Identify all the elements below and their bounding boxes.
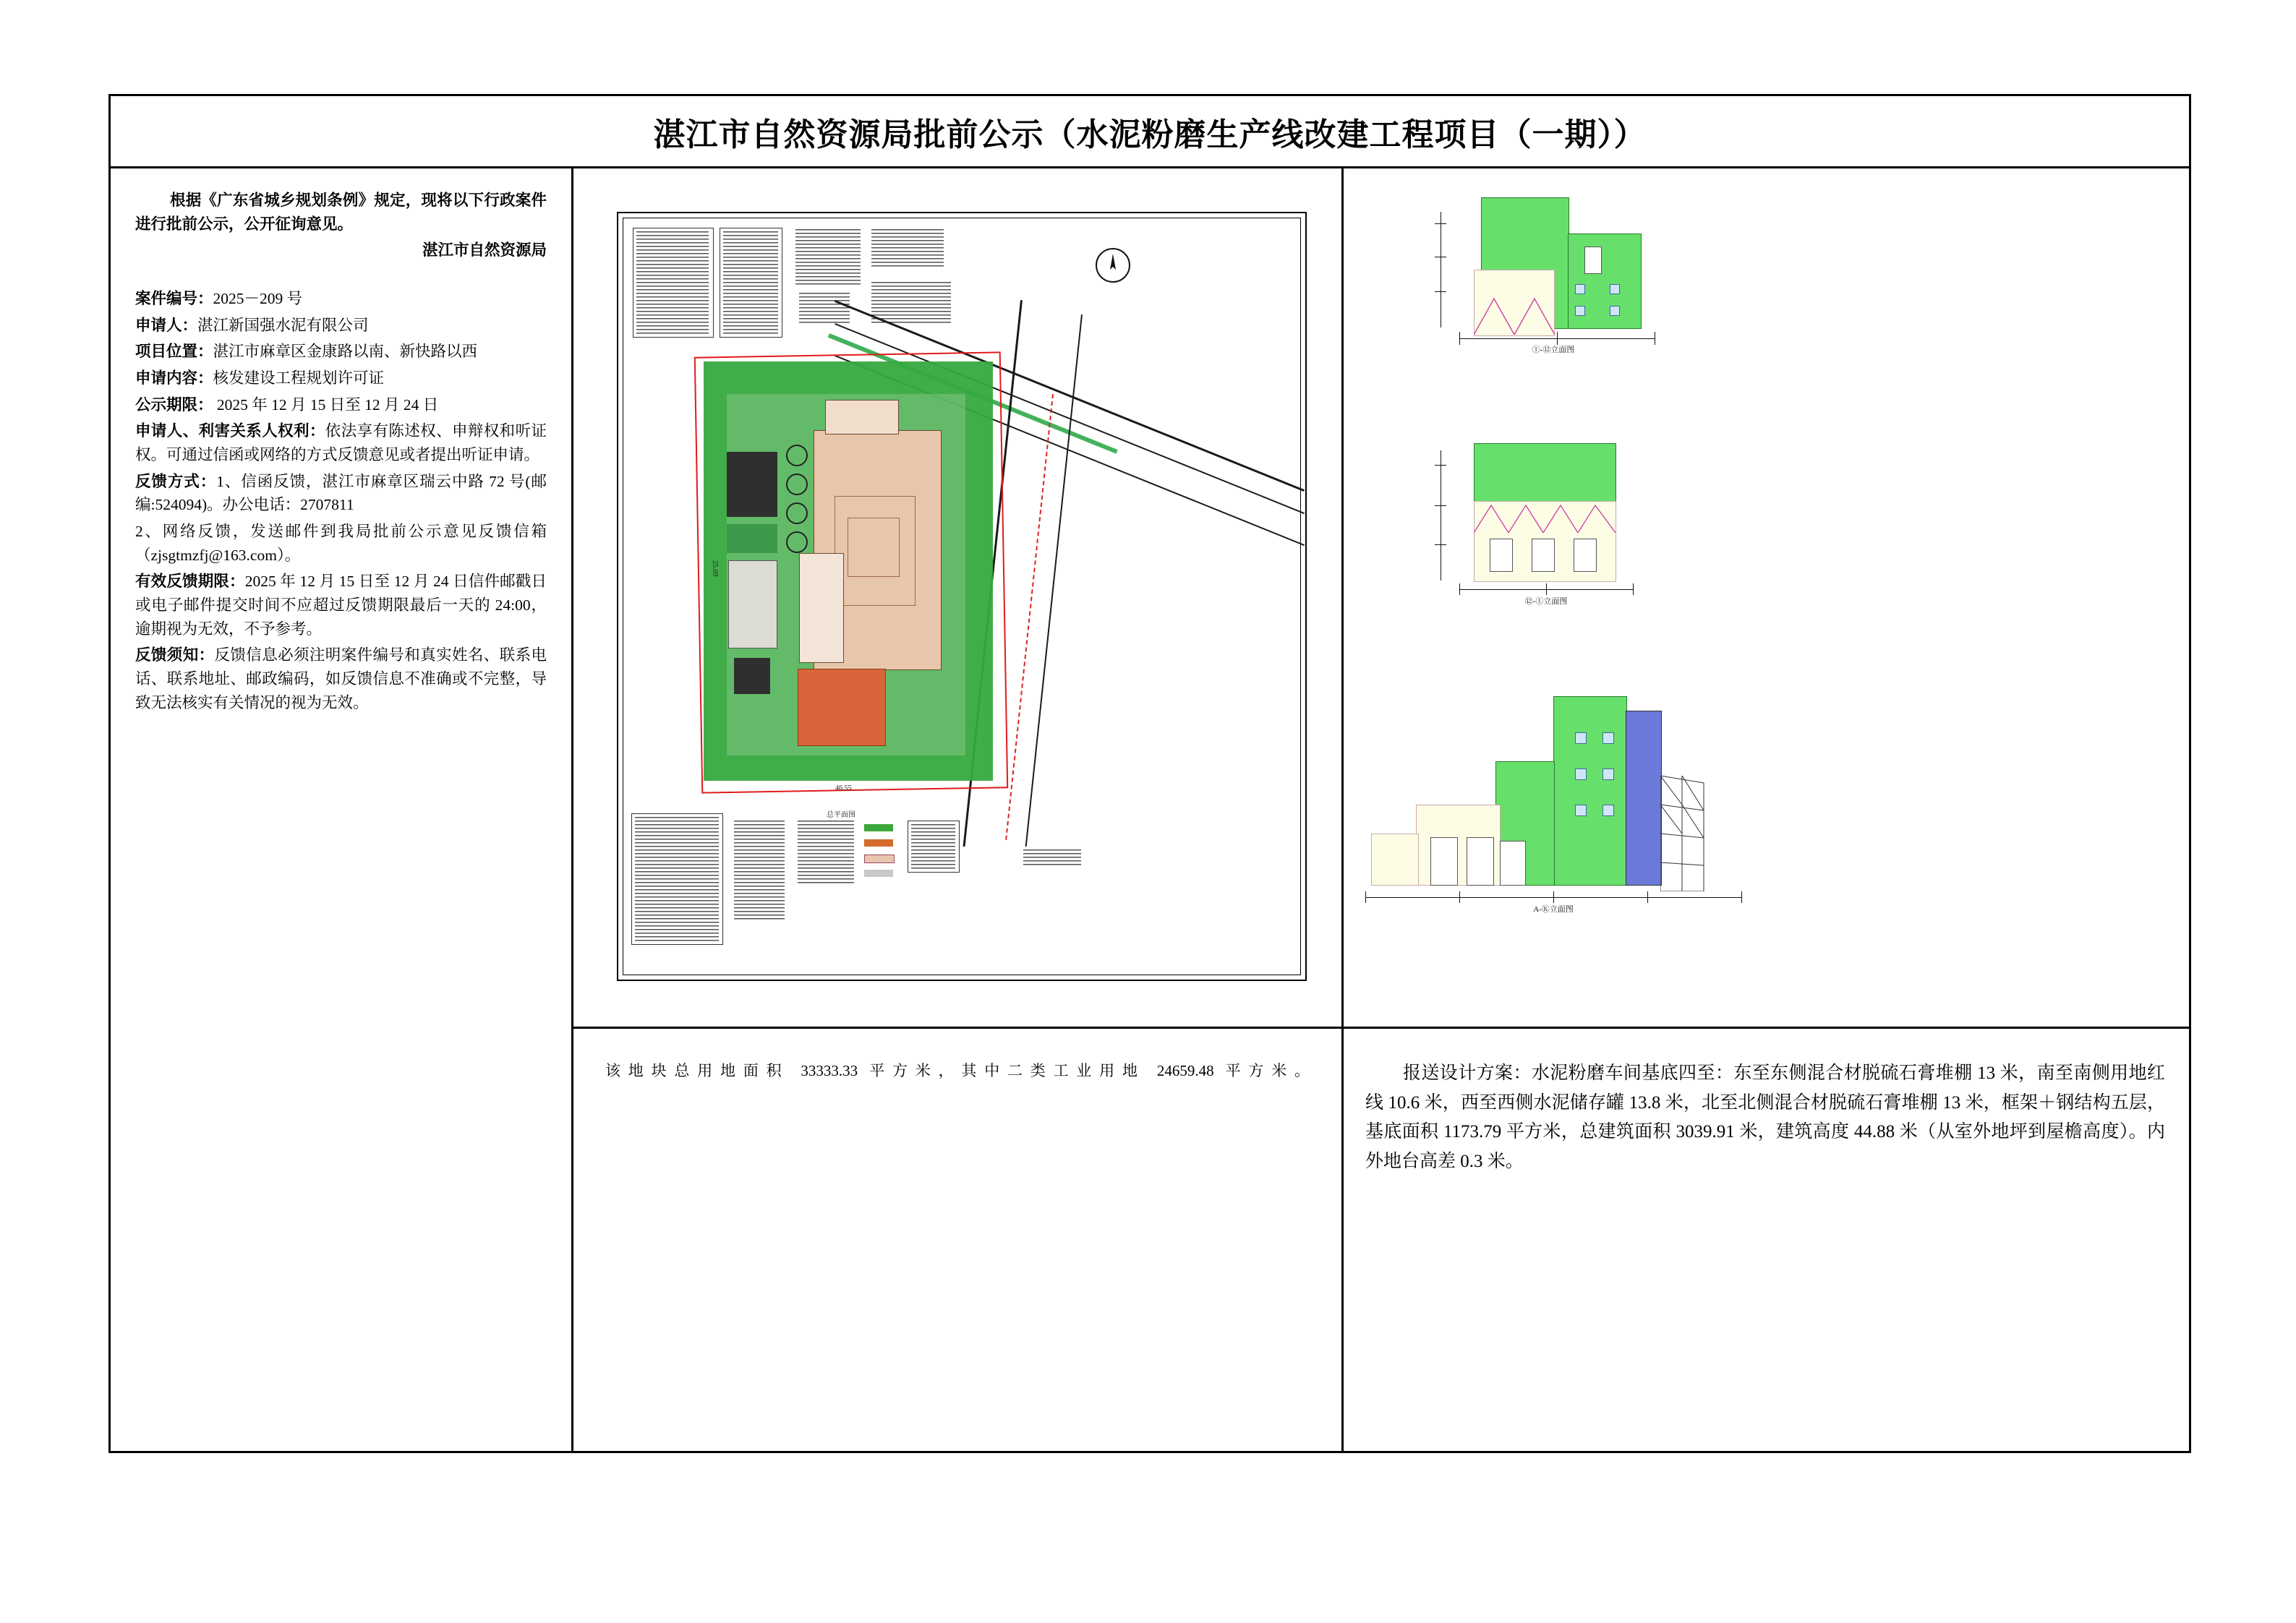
- elev3-tower-blue: [1626, 711, 1662, 886]
- legend-table: [631, 813, 723, 945]
- elev3-window-3: [1575, 768, 1587, 780]
- legend-swatch-grey: [864, 870, 893, 877]
- elev1-window-4: [1575, 306, 1585, 316]
- silo-circle-3: [786, 502, 808, 524]
- field-period-value: 2025 年 12 月 15 日至 12 月 24 日: [216, 395, 439, 414]
- site-plan-cell: [573, 168, 1344, 1029]
- silo-circle-2: [786, 474, 808, 495]
- legend-swatch-tan: [864, 855, 895, 863]
- dimension-label-left: 25.09: [711, 560, 719, 577]
- equipment-area-1: [728, 560, 777, 648]
- field-location-label: 项目位置：: [135, 343, 213, 361]
- field-valid-period: [135, 570, 547, 641]
- note-block-3: [799, 293, 850, 323]
- elev2-truss-icon: [1474, 501, 1616, 533]
- field-feedback-method: [135, 470, 547, 517]
- silo-circle-1: [786, 445, 808, 466]
- elev3-window-5: [1575, 805, 1587, 816]
- field-notice-label: 反馈须知：: [135, 646, 215, 664]
- field-case-number-label: 案件编号：: [135, 290, 213, 308]
- field-location: [135, 340, 547, 364]
- elev2-window-2: [1532, 539, 1555, 572]
- field-valid-period-value: 2025 年 12 月 15 日至 12 月 24 日信件邮戳日或电子邮件提交时间不应超过反馈期限最后一天的 24:00，逾期视为无效，不予参考。: [135, 573, 547, 638]
- elev3-window-2: [1602, 732, 1614, 744]
- building-north-annex: [825, 400, 899, 434]
- elev1-window-1: [1584, 247, 1602, 274]
- elevation-drawing-1: [1430, 190, 1778, 407]
- site-plan-drawing: [617, 212, 1307, 981]
- building-south-block: [798, 669, 886, 746]
- storage-tank-group-2: [734, 658, 770, 694]
- field-feedback-email: [135, 520, 547, 567]
- dimension-label-bottom: 46.55: [835, 784, 852, 792]
- elev3-window-4: [1602, 768, 1614, 780]
- elev1-window-5: [1610, 306, 1620, 316]
- field-location-value: 湛江市麻章区金康路以南、新快路以西: [213, 343, 478, 361]
- elev2-roof-green: [1474, 443, 1616, 502]
- elev3-window-6: [1602, 805, 1614, 816]
- field-period: [135, 393, 547, 417]
- field-valid-period-label: 有效反馈期限：: [135, 573, 245, 591]
- elev3-door-3: [1500, 841, 1526, 886]
- elev1-truss-icon: [1474, 270, 1555, 335]
- field-applicant-value: 湛江新国强水泥有限公司: [197, 316, 369, 334]
- field-feedback-email-value: 2、网络反馈，发送邮件到我局批前公示意见反馈信箱（zjsgtmzfj@163.com）。: [135, 523, 547, 564]
- elevations-cell: [1344, 168, 2191, 1029]
- land-area-note-cell: [573, 1029, 1344, 1453]
- page-title: 湛江市自然资源局批前公示（水泥粉磨生产线改建工程项目（一期））: [653, 116, 1647, 153]
- field-case-number-value: 2025－209 号: [213, 290, 303, 308]
- green-strip-1: [727, 524, 777, 553]
- notice-issuer: 湛江市自然资源局: [422, 241, 547, 260]
- field-rights: [135, 419, 547, 466]
- legend-note-2: [798, 821, 854, 886]
- elev3-door-1: [1430, 837, 1458, 886]
- field-rights-value: 依法享有陈述权、申辩权和听证权。可通过信函或网络的方式反馈意见或者提出听证申请。: [135, 422, 547, 464]
- notice-intro: 根据《广东省城乡规划条例》规定，现将以下行政案件进行批前公示，公开征询意见。: [135, 192, 547, 233]
- legend-note-1: [734, 821, 785, 922]
- elev2-caption: ⑫-①立面图: [1524, 597, 1568, 606]
- spec-table-1: [633, 228, 714, 338]
- field-rights-label: 申请人、利害关系人权利：: [135, 422, 325, 440]
- elev1-caption: ①-⑫立面图: [1532, 346, 1575, 354]
- legend-table-2: [908, 821, 960, 873]
- field-content-value: 核发建设工程规划许可证: [213, 369, 385, 387]
- field-applicant: [135, 314, 547, 338]
- elev2-window-1: [1490, 539, 1513, 572]
- elev2-window-3: [1574, 539, 1597, 572]
- spec-table-2: [720, 228, 782, 338]
- title-bar: [111, 96, 2189, 168]
- elevation-drawing-2: [1430, 436, 1778, 653]
- legend-swatch-orange: [864, 839, 893, 847]
- field-content-label: 申请内容：: [135, 369, 213, 387]
- elev3-tower-a: [1553, 696, 1627, 886]
- design-scheme-note-cell: [1344, 1029, 2191, 1453]
- elev3-door-2: [1467, 837, 1494, 886]
- field-feedback-method-value: 1、信函反馈，湛江市麻章区瑞云中路 72 号(邮编:524094)。办公电话：2707811: [135, 472, 547, 514]
- plan-caption: 总平面图: [827, 811, 855, 819]
- field-applicant-label: 申请人：: [135, 316, 198, 334]
- north-arrow-icon: [1096, 248, 1130, 283]
- document-frame: [108, 94, 2191, 1453]
- title-block-text: [1023, 849, 1081, 867]
- land-area-note: 该地块总用地面积 33333.33 平方米，其中二类工业用地 24659.48 平方米。: [605, 1062, 1310, 1079]
- elev3-steel-frame-icon: [1660, 776, 1740, 891]
- building-mid-block: [799, 553, 844, 663]
- design-scheme-note: 报送设计方案：水泥粉磨车间基底四至：东至东侧混合材脱硫石膏堆棚 13 米，南至南侧用地红线 10.6 米，西至西侧水泥储存罐 13.8 米，北至北侧混合材脱硫石膏堆棚 13 米，框架＋钢结构五层，基底面积 1173.79 平方米，总建筑面积 3039.91 米，建筑高度 44.88 米（从室外地坪到屋檐高度）。内外地台高差 0.3 米。: [1365, 1063, 2165, 1171]
- field-notice: [135, 643, 547, 714]
- note-block-1: [795, 229, 861, 287]
- silo-circle-4: [786, 531, 808, 553]
- notice-text-column: [111, 168, 573, 1453]
- elev1-window-3: [1610, 284, 1620, 294]
- elevation-drawing-3: [1358, 689, 1864, 964]
- legend-swatch-green: [864, 824, 893, 831]
- elev1-window-2: [1575, 284, 1585, 294]
- field-feedback-method-label: 反馈方式：: [135, 472, 217, 490]
- elev3-annex-block: [1371, 834, 1419, 886]
- field-content: [135, 367, 547, 390]
- field-period-label: 公示期限：: [135, 395, 213, 414]
- field-case-number: [135, 287, 547, 311]
- storage-tank-group-1: [727, 452, 777, 517]
- elev3-caption: A-Ⓚ立面图: [1533, 905, 1574, 914]
- note-block-2: [871, 229, 944, 267]
- field-notice-value: 反馈信息必须注明案件编号和真实姓名、联系电话、联系地址、邮政编码，如反馈信息不准确或不完整，导致无法核实有关情况的视为无效。: [135, 646, 547, 711]
- elev3-window-1: [1575, 732, 1587, 744]
